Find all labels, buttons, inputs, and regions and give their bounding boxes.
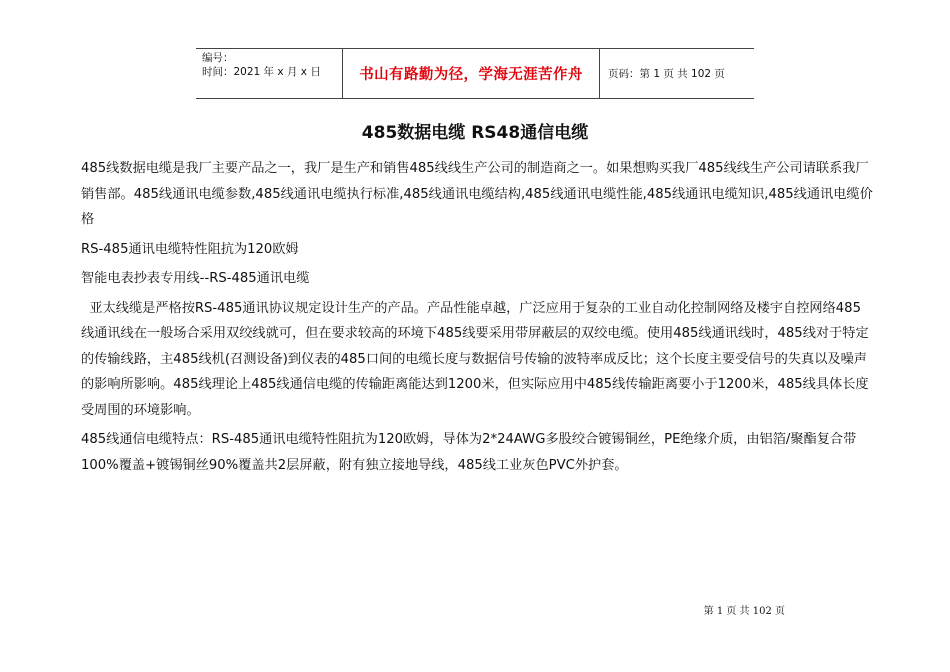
paragraph: RS-485通讯电缆特性阻抗为120欧姆 [81, 241, 299, 257]
header-meta [196, 49, 342, 98]
document-title: 485数据电缆 RS48通信电缆 [361, 123, 589, 143]
paragraph: 485线数据电缆是我厂主要产品之一，我厂是生产和销售485线线生产公司的制造商之一。如果想购买我厂485线线生产公司请联系我厂销售部。485线通讯电缆参数,485线通讯电缆执行标准,485线通讯电缆结构,485线通讯电缆性能,485线通讯电缆知识,485线通讯电缆价格 [81, 161, 873, 227]
page-footer: 第 1 页 共 102 页 [703, 606, 785, 617]
document-body [81, 156, 873, 482]
paragraph: 亚太线缆是严格按RS-485通讯协议规定设计生产的产品。产品性能卓越，广泛应用于复杂的工业自动化控制网络及楼宇自控网络485线通讯线在一般场合采用双绞线就可，但在要求较高的环境下485线要采用带屏蔽层的双绞电缆。使用485线通讯线时，485线对于特定的传输线路，主485线机(召测设备)到仪表的485口间的电缆长度与数据信号传输的波特率成反比；这个长度主要受信号的失真以及噪声的影响所影响。485线理论上485线通信电缆的传输距离能达到1200米，但实际应用中485线传输距离要小于1200米，485线具体长度受周围的环境影响。 [81, 300, 869, 418]
header-page-code: 页码：第 1 页 共 102 页 [608, 68, 725, 80]
header-slogan: 书山有路勤为径，学海无涯苦作舟 [342, 49, 600, 98]
paragraph: 智能电表抄表专用线--RS-485通讯电缆 [81, 271, 310, 286]
number-label: 编号： [202, 52, 234, 64]
paragraph: 485线通信电缆特点：RS-485通讯电缆特性阻抗为120欧姆，导体为2*24AWG多股绞合镀锡铜丝，PE绝缘介质，由铝箔/聚酯复合带100%覆盖+镀锡铜丝90%覆盖共2层屏蔽，附有独立接地导线，485线工业灰色PVC外护套。 [81, 432, 857, 473]
time-label: 时间：2021 年 x 月 x 日 [202, 66, 321, 78]
page-header [196, 48, 754, 99]
